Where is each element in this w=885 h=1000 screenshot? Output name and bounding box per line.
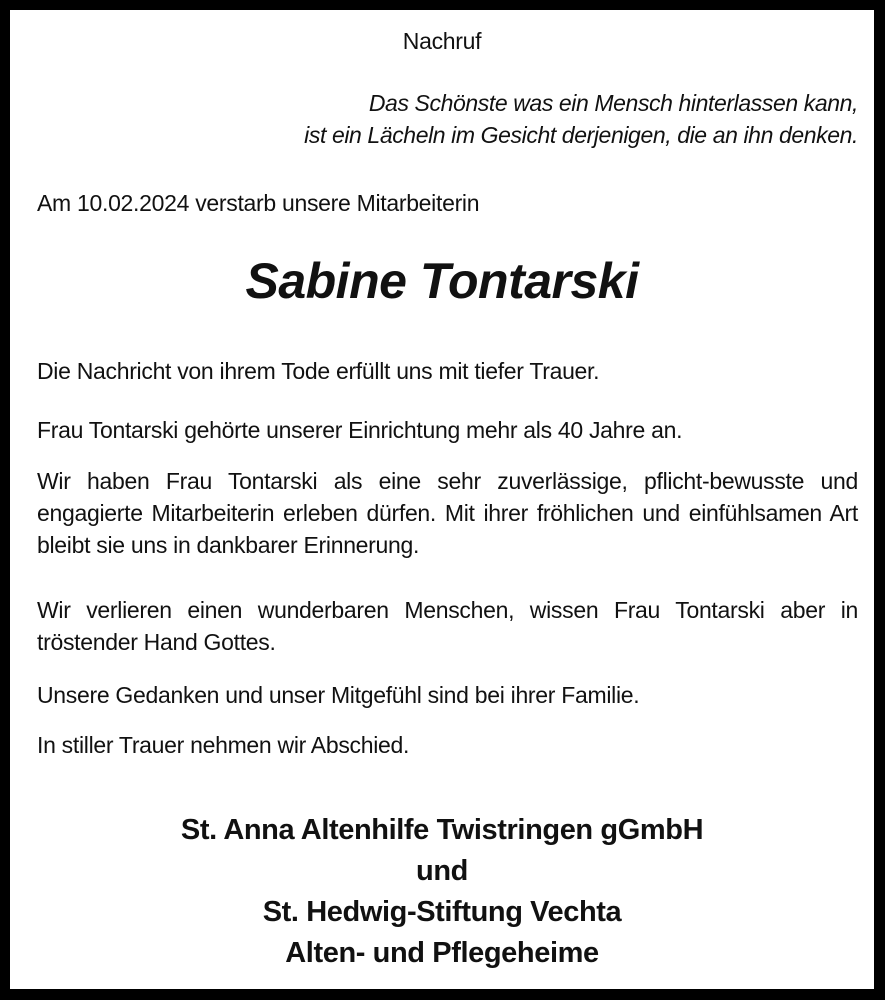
obituary-notice — [10, 10, 874, 989]
quote-line-1: Das Schönste was ein Mensch hinterlassen kann, — [368, 90, 858, 116]
notice-heading: Nachruf — [402, 28, 482, 54]
signature-line-4: Alten- und Pflegeheime — [285, 937, 599, 969]
paragraph-2: Frau Tontarski gehörte unserer Einrichtung mehr als 40 Jahre an. — [37, 417, 683, 443]
paragraph-6: In stiller Trauer nehmen wir Abschied. — [37, 732, 410, 758]
signature-line-1: St. Anna Altenhilfe Twistringen gGmbH — [180, 814, 704, 846]
paragraph-4: Wir verlieren einen wunderbaren Menschen, wissen Frau Tontarski aber in tröstender Hand Gottes. — [37, 597, 858, 655]
signature-line-2: und — [416, 855, 468, 887]
quote-line-2: ist ein Lächeln im Gesicht derjenigen, die an ihn denken. — [304, 122, 858, 148]
intro-text: Am 10.02.2024 verstarb unsere Mitarbeiterin — [37, 190, 480, 216]
deceased-name: Sabine Tontarski — [245, 253, 639, 309]
paragraph-3: Wir haben Frau Tontarski als eine sehr zuverlässige, pflicht-bewusste und engagierte Mitarbeiterin erleben dürfen. Mit ihrer fröhlichen und einfühlsamen Art bleibt sie uns in dankbarer Erinnerung. — [37, 468, 858, 558]
paragraph-1: Die Nachricht von ihrem Tode erfüllt uns mit tiefer Trauer. — [37, 358, 600, 384]
signature-block — [10, 810, 874, 974]
signature-line-3: St. Hedwig-Stiftung Vechta — [262, 896, 622, 928]
paragraph-5: Unsere Gedanken und unser Mitgefühl sind bei ihrer Familie. — [37, 682, 640, 708]
